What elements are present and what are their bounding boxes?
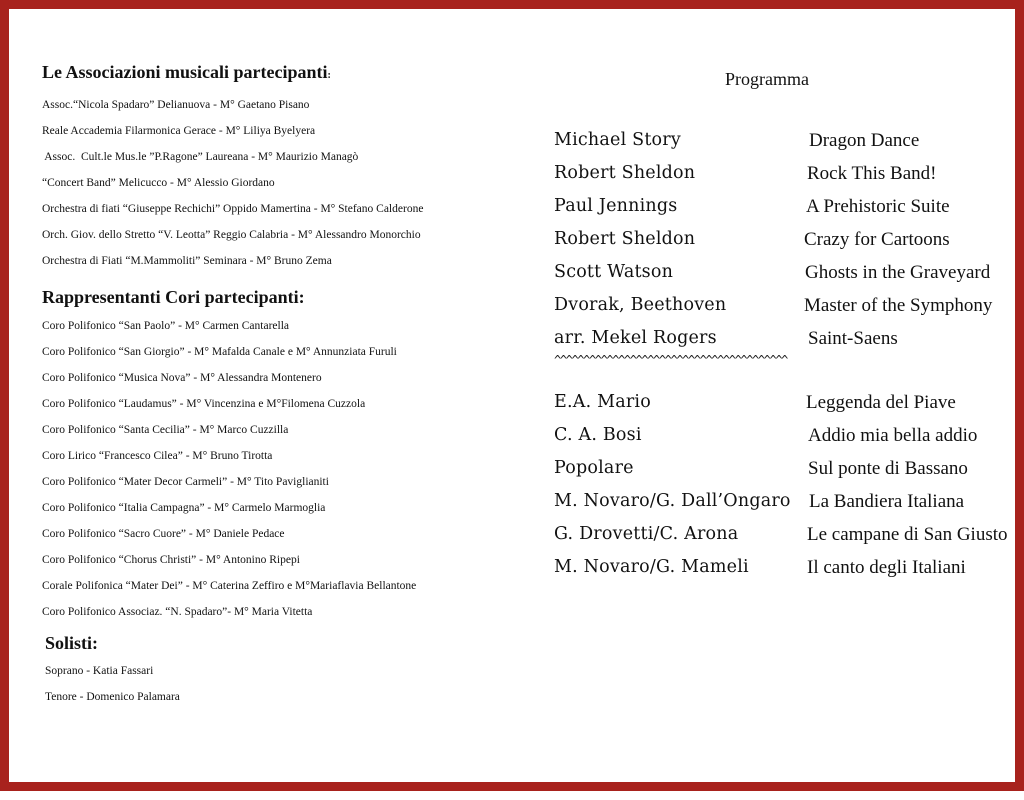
list-item: Coro Polifonico “Mater Decor Carmeli” - M° Tito Paviglianiti xyxy=(42,476,329,488)
list-item: Soprano - Katia Fassari xyxy=(45,665,154,677)
program-row xyxy=(554,518,1024,551)
list-item: Corale Polifonica “Mater Dei” - M° Caterina Zeffiro e M°Mariaflavia Bellantone xyxy=(42,580,417,592)
list-item: Tenore - Domenico Palamara xyxy=(45,691,180,703)
choirs-title: Rappresentanti Cori partecipanti: xyxy=(42,287,305,307)
program-row xyxy=(554,322,1024,355)
composer: Paul Jennings xyxy=(554,196,678,216)
program-row xyxy=(554,452,1024,485)
composer: Scott Watson xyxy=(554,262,674,282)
composer: M. Novaro/G. Dall’Ongaro xyxy=(554,491,791,511)
choirs-section xyxy=(42,286,502,625)
composer: E.A. Mario xyxy=(554,392,651,412)
list-item: Coro Polifonico “Chorus Christi” - M° Antonino Ripepi xyxy=(42,554,300,566)
list-item: Coro Polifonico “Sacro Cuore” - M° Daniele Pedace xyxy=(42,528,285,540)
piece-title: Sul ponte di Bassano xyxy=(808,458,968,479)
piece-title: Rock This Band! xyxy=(807,163,937,184)
composer: M. Novaro/G. Mameli xyxy=(554,557,749,577)
list-item: Coro Polifonico Associaz. “N. Spadaro”- M° Maria Vitetta xyxy=(42,606,313,618)
program-row xyxy=(554,419,1024,452)
associations-section xyxy=(42,61,502,274)
list-item: Coro Polifonico “Musica Nova” - M° Alessandra Montenero xyxy=(42,372,322,384)
associations-list xyxy=(42,92,502,274)
list-item: Coro Polifonico “San Paolo” - M° Carmen Cantarella xyxy=(42,320,290,332)
participants-column xyxy=(42,61,502,710)
piece-title: A Prehistoric Suite xyxy=(806,196,950,217)
program-row xyxy=(554,157,1024,190)
composer: G. Drovetti/C. Arona xyxy=(554,524,739,544)
program-part1-list xyxy=(554,124,1024,355)
list-item: Orchestra di fiati “Giuseppe Rechichi” Oppido Mamertina - M° Stefano Calderone xyxy=(42,203,424,215)
list-item: Orchestra di Fiati “M.Mammoliti” Seminara - M° Bruno Zema xyxy=(42,255,332,267)
list-item: Coro Polifonico “Italia Campagna” - M° Carmelo Marmoglia xyxy=(42,502,326,514)
list-item: Coro Lirico “Francesco Cilea” - M° Bruno Tirotta xyxy=(42,450,273,462)
program-row xyxy=(554,124,1024,157)
list-item: “Concert Band” Melicucco - M° Alessio Giordano xyxy=(42,177,275,189)
composer: C. A. Bosi xyxy=(554,425,642,445)
piece-title: Ghosts in the Graveyard xyxy=(805,262,991,283)
soloists-section xyxy=(42,632,502,710)
list-item: Coro Polifonico “Santa Cecilia” - M° Marco Cuzzilla xyxy=(42,424,289,436)
piece-title: La Bandiera Italiana xyxy=(809,491,965,512)
composer: Dvorak, Beethoven xyxy=(554,295,727,315)
composer: Robert Sheldon xyxy=(554,163,696,183)
list-item: Assoc. Cult.le Mus.le ”P.Ragone” Laureana - M° Maurizio Managò xyxy=(42,151,359,163)
composer: Robert Sheldon xyxy=(554,229,696,249)
program-column xyxy=(554,9,1024,800)
soloists-title: Solisti: xyxy=(45,633,99,653)
soloists-list xyxy=(45,658,502,710)
list-item: Reale Accademia Filarmonica Gerace - M° Liliya Byelyera xyxy=(42,125,316,137)
piece-title: Le campane di San Giusto xyxy=(807,524,1008,545)
program-row xyxy=(554,256,1024,289)
piece-title: Leggenda del Piave xyxy=(806,392,956,413)
list-item: Assoc.“Nicola Spadaro” Delianuova - M° Gaetano Pisano xyxy=(42,99,310,111)
composer: Michael Story xyxy=(554,130,681,150)
list-item: Coro Polifonico “San Giorgio” - M° Mafalda Canale e M° Annunziata Furuli xyxy=(42,346,397,358)
piece-title: Master of the Symphony xyxy=(804,295,993,316)
program-row xyxy=(554,289,1024,322)
piece-title: Saint-Saens xyxy=(808,328,898,349)
piece-title: Dragon Dance xyxy=(809,130,920,151)
list-item: Coro Polifonico “Laudamus” - M° Vincenzina e M°Filomena Cuzzola xyxy=(42,398,366,410)
program-part2-list xyxy=(554,386,1024,584)
list-item: Orch. Giov. dello Stretto “V. Leotta” Reggio Calabria - M° Alessandro Monorchio xyxy=(42,229,421,241)
associations-title: Le Associazioni musicali partecipanti: xyxy=(42,62,331,82)
piece-title: Crazy for Cartoons xyxy=(804,229,950,250)
program-title: Programma xyxy=(725,69,809,89)
composer: Popolare xyxy=(554,458,634,478)
program-row xyxy=(554,485,1024,518)
program-row xyxy=(554,386,1024,419)
program-row xyxy=(554,190,1024,223)
piece-title: Addio mia bella addio xyxy=(808,425,978,446)
program-row xyxy=(554,551,1024,584)
program-separator: ^^^^^^^^^^^^^^^^^^^^^^^^^^^^^^^^^^^^^^^^ xyxy=(554,353,787,367)
choirs-list xyxy=(42,313,502,625)
program-row xyxy=(554,223,1024,256)
composer: arr. Mekel Rogers xyxy=(554,328,717,348)
piece-title: Il canto degli Italiani xyxy=(807,557,966,578)
